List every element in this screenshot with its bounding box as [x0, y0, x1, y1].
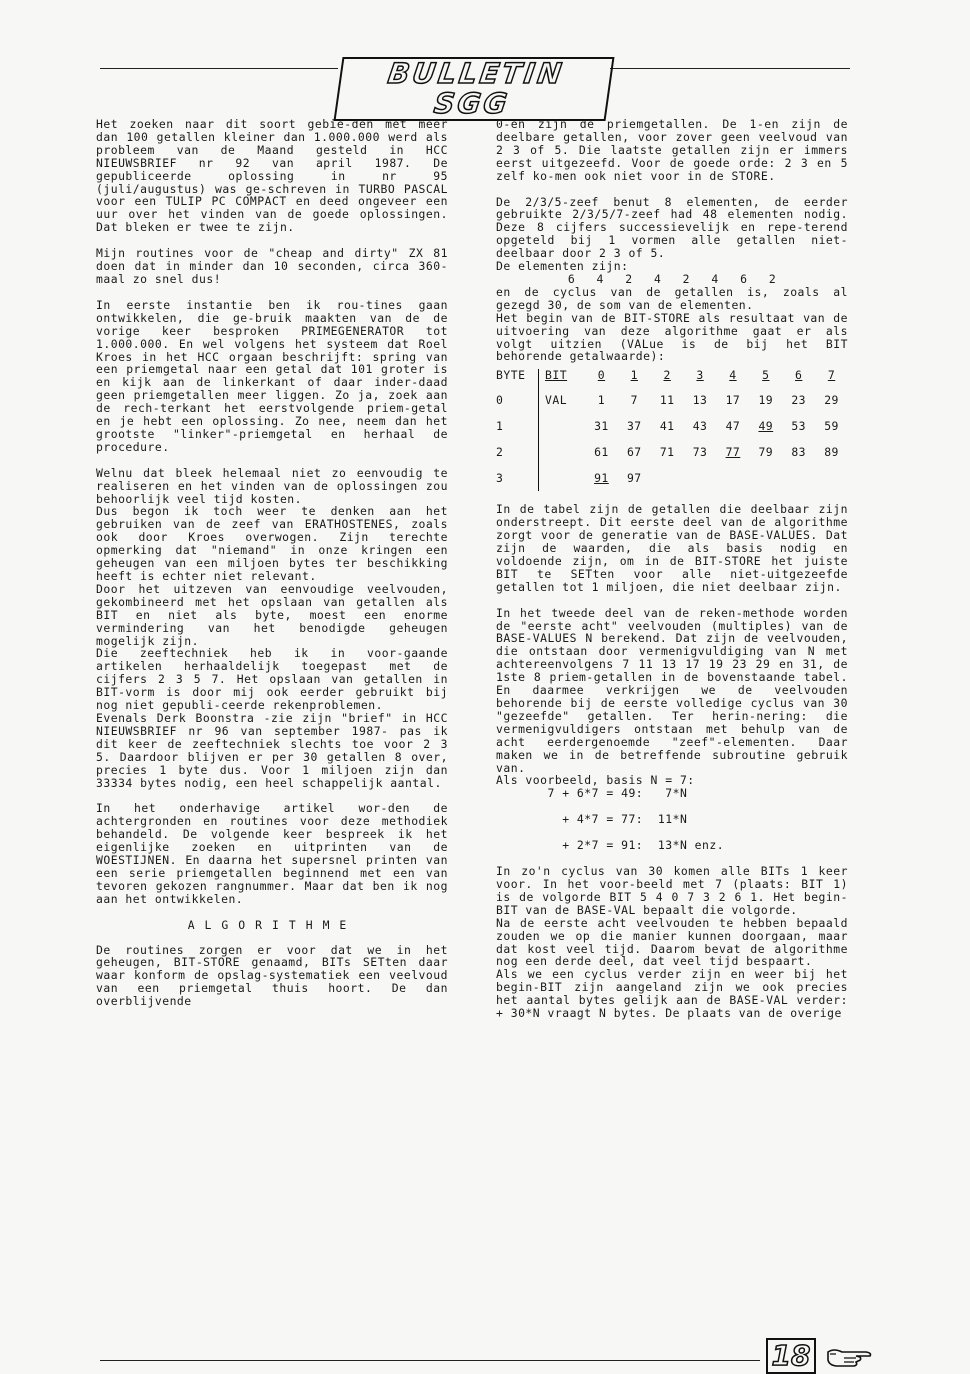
- table-cell: 23: [791, 392, 807, 407]
- table-cell: 97: [626, 470, 642, 485]
- table-cell: [717, 465, 750, 491]
- paragraph: Het begin van de BIT-STORE als resultaat van de uitvoering van deze algorithme gaat er als volgt uitzien (VALue is de bij het BIT behorende getalwaarde):: [496, 310, 848, 364]
- paragraph: Als we een cyclus verder zijn en weer bij het begin-BIT zijn aangeland zijn we ook precies het aantal bytes gelijk aan de BASE-VAL verder: + 30*N vraagt N bytes. De plaats van de overige: [496, 967, 848, 1021]
- table-cell-underlined: 49: [758, 418, 774, 433]
- table-cell-underlined: 77: [725, 444, 741, 459]
- paragraph: De 2/3/5-zeef benut 8 elementen, de eerder gebruikte 2/3/5/7-zeef had 48 elementen nodig. Deze 8 cijfers successievelijk en repe-terend opgeteld bij 1 vormen alle getallen niet-deelbaar door 2 3 of 5.: [496, 194, 848, 261]
- paragraph: Welnu dat bleek helemaal niet zo eenvoudig te realiseren en het vinden van de oplossingen zou behoorlijk veel tijd kosten.: [96, 465, 448, 506]
- byte-cell: 0: [496, 387, 539, 413]
- header-byte: BYTE: [496, 369, 539, 387]
- table-cell: 19: [758, 392, 774, 407]
- table-cell: 59: [824, 418, 839, 433]
- paragraph: De routines zorgen er voor dat we in het geheugen, BIT-STORE genaamd, BITs SETten daar waar konform de opslag-systematiek een veelvoud van een priemgetal thuis hoort. De dan overblijvende: [96, 942, 448, 1009]
- table-cell: 7: [630, 392, 638, 407]
- byte-cell: 3: [496, 465, 539, 491]
- page-number-text: 18: [766, 1338, 817, 1374]
- paragraph: De elementen zijn:: [496, 259, 629, 274]
- table-cell: 1: [597, 392, 606, 407]
- table-cell-underlined: 91: [594, 470, 609, 485]
- header-cell: 4: [729, 368, 737, 383]
- header-cell: 5: [762, 368, 770, 383]
- table-cell: 37: [626, 418, 642, 433]
- table-cell: 31: [594, 418, 609, 433]
- paragraph: In het tweede deel van de reken-methode worden de "eerste acht" veelvouden (multiples) van de BASE-VALUES N berekend. Dat zijn de veelvouden, die ontstaan door vermenigvuldiging van N met achtereenvolgens 7 11 13 17 19 23 29 en 31, de 1ste 8 priem-getallen in de bovenstaande tabel. En daarmee verkrijgen we de veelvouden behorende bij de eerste volledige cyclus van 30 "gezeefde" getallen. Ter herin-nering: die vermenigvuldigers ontstaan met behulp van de acht eerdergenoemde "zeef"-elementen. Daar maken we in de betreffende subroutine gebruik van.: [496, 605, 848, 775]
- paragraph: In de tabel zijn de getallen die deelbaar zijn onderstreept. Dit eerste deel van de algorithme zorgt voor de generatie van de BASE-VALUES. Dat zijn de waarden, die als basis nodig en voldoende zijn, om in de BIT-STORE het juiste BIT te SETten voor alle niet-uitgezeefde getallen tot 1 miljoen, die niet deelbaar zijn.: [496, 502, 848, 594]
- table-cell: 83: [791, 444, 807, 459]
- paragraph: Dus begon ik toch weer te denken aan het gebruiken van de zeef van ERATHOSTENES, zoals ook door Kroes overwogen. Zijn terechte opmerking dat "niemand" in onze kringen een geheugen van een miljoen bytes ter beschikking heeft is echter niet relevant.: [96, 504, 448, 583]
- elements-list: 6 4 2 4 2 4 6 2: [567, 271, 777, 286]
- table-cell: [651, 465, 684, 491]
- table-row: [496, 465, 848, 491]
- header-cell: 7: [827, 368, 836, 383]
- val-label: [539, 439, 586, 465]
- table-row: [496, 413, 848, 439]
- table-cell: 13: [692, 392, 708, 407]
- masthead-logo: [338, 57, 610, 120]
- section-heading: ALGORITHME: [187, 917, 357, 932]
- paragraph: Mijn routines voor de "cheap and dirty" ZX 81 doen dat in minder dan 10 seconden, circa 360-maal zo snel dus!: [96, 246, 448, 286]
- paragraph: In zo'n cyclus van 30 komen alle BITs 1 keer voor. In het voor-beeld met 7 (plaats: BIT 1) is de volgorde BIT 5 4 0 7 3 2 6 1. Het begin-BIT van de BASE-VAL bepaalt die volgorde.: [496, 864, 848, 917]
- table-cell: 71: [659, 444, 675, 459]
- paragraph: Het zoeken naar dit soort gebie-den met meer dan 100 getallen kleiner dan 1.000.000 werd als probleem van de Maand gesteld in HCC NIEUWSBRIEF nr 92 van april 1987. De gepubliceerde oplossing in nr 95 (juli/augustus) was ge-schreven in TURBO PASCAL voor een TULIP PC COMPACT en deed ongeveer een uur over het vinden van de goede oplossingen. Dat bleken er twee te zijn.: [96, 117, 448, 235]
- paragraph: Evenals Derk Boonstra -zie zijn "brief" in HCC NIEUWSBRIEF nr 96 van september 1987- pas ik dit keer de zeeftechniek slechts toe voor 2 3 5. Daardoor blijven er per 30 getallen 8 over, precies 1 byte dus. Voor 1 miljoen zijn dan 33334 bytes nodig, een heel schappelijk aantal.: [96, 710, 448, 790]
- val-label: VAL: [545, 392, 568, 407]
- table-cell: [684, 465, 717, 491]
- paragraph: Door het uitzeven van eenvoudige veelvouden, gekombineerd met het opslaan van getallen als BIT en niet als byte, moest een enorme vermindering van het benodigde geheugen mogelijk zijn.: [96, 581, 448, 648]
- bit-store-table: [496, 369, 848, 491]
- table-cell: 53: [791, 418, 807, 433]
- table-cell: [749, 465, 782, 491]
- header-bit: BIT: [545, 368, 568, 383]
- table-cell: 61: [594, 444, 609, 459]
- val-label: [539, 465, 586, 491]
- header-cell: 6: [795, 368, 803, 383]
- paragraph: en de cyclus van de getallen is, zoals al gezegd 30, de som van de elementen.: [496, 284, 848, 312]
- formula-line: + 2*7 = 91: 13*N enz.: [496, 838, 725, 853]
- formula-line: + 4*7 = 77: 11*N: [496, 812, 688, 827]
- table-cell: [782, 465, 815, 491]
- paragraph: In eerste instantie ben ik rou-tines gaan ontwikkelen, die ge-bruik maakten van de de vorige keer besproken PRIMEGENERATOR tot 1.000.000. En wel volgens het systeem dat Roel Kroes in het HCC orgaan beschrijft: spring van een priemgetal naar een getal dat 101 groter is en kijk aan de linkerkant of daar inder-daad geen priemgetallen meer liggen. Zo ja, zoek aan de rech-terkant het eerstvolgende priem-getal en je hebt een oplossing. Zo nee, neem dan het grootste "linker"-priemgetal en herhaal de procedure.: [96, 297, 448, 454]
- table-header-row: [496, 369, 848, 387]
- paragraph: In het onderhavige artikel wor-den de achtergronden en routines voor deze methodiek behandeld. De volgende keer bespreek ik het eigenlijke zoeken en uitprinten van de WOESTIJNEN. En daarna het supersnel printen van een serie priemgetallen beginnend met een van tevoren gekozen rangnummer. Maar dat ben ik nog aan het ontwikkelen.: [96, 801, 448, 906]
- table-cell: 17: [725, 392, 741, 407]
- header-cell: 1: [630, 368, 638, 383]
- formula-line: 7 + 6*7 = 49: 7*N: [496, 786, 688, 801]
- left-column: [96, 118, 448, 1021]
- byte-cell: 1: [496, 413, 539, 439]
- table-cell: 11: [659, 392, 675, 407]
- header-cell: 2: [663, 368, 671, 383]
- table-row: [496, 439, 848, 465]
- val-label: [539, 413, 586, 439]
- table-cell: 47: [725, 418, 741, 433]
- header-cell: 0: [597, 368, 606, 383]
- paragraph: Na de eerste acht veelvouden te hebben bepaald zouden we op die manier kunnen doorgaan, maar dat kost veel tijd. Daarom bevat de algorithme nog een derde deel, dat veel tijd bespaart.: [496, 915, 848, 969]
- table-cell: 79: [758, 444, 774, 459]
- paragraph: 0-en zijn de priemgetallen. De 1-en zijn de deelbare getallen, voor zover geen veelvoud van 2 3 of 5. Die laatste getallen zijn er immers eerst uitgezeefd. Voor de goede orde: 2 3 en 5 zelf ko-men ook niet voor in de STORE.: [496, 117, 848, 183]
- footer-rule: [100, 1360, 760, 1361]
- byte-cell: 2: [496, 439, 539, 465]
- pointing-hand-icon: [826, 1346, 874, 1368]
- page-number: [764, 1338, 818, 1372]
- table-row: [496, 387, 848, 413]
- table-cell: 73: [692, 444, 708, 459]
- paragraph: Die zeeftechniek heb ik in voor-gaande artikelen herhaaldelijk toegepast met de cijfers 2 3 5 7. Het opslaan van getallen in BIT-vorm is door mij ook eerder gebruikt bij nog niet gepubli-ceerde rekenproblemen.: [96, 646, 448, 713]
- table-cell: 89: [824, 444, 839, 459]
- table-cell: [815, 465, 848, 491]
- table-cell: 67: [626, 444, 642, 459]
- table-cell: 43: [692, 418, 708, 433]
- right-column: [496, 118, 848, 1020]
- table-cell: 41: [659, 418, 675, 433]
- table-cell: 29: [824, 392, 839, 407]
- paragraph: Als voorbeeld, basis N = 7:: [496, 773, 695, 788]
- masthead-title: BULLETIN SGG: [334, 57, 615, 121]
- header-cell: 3: [696, 368, 704, 383]
